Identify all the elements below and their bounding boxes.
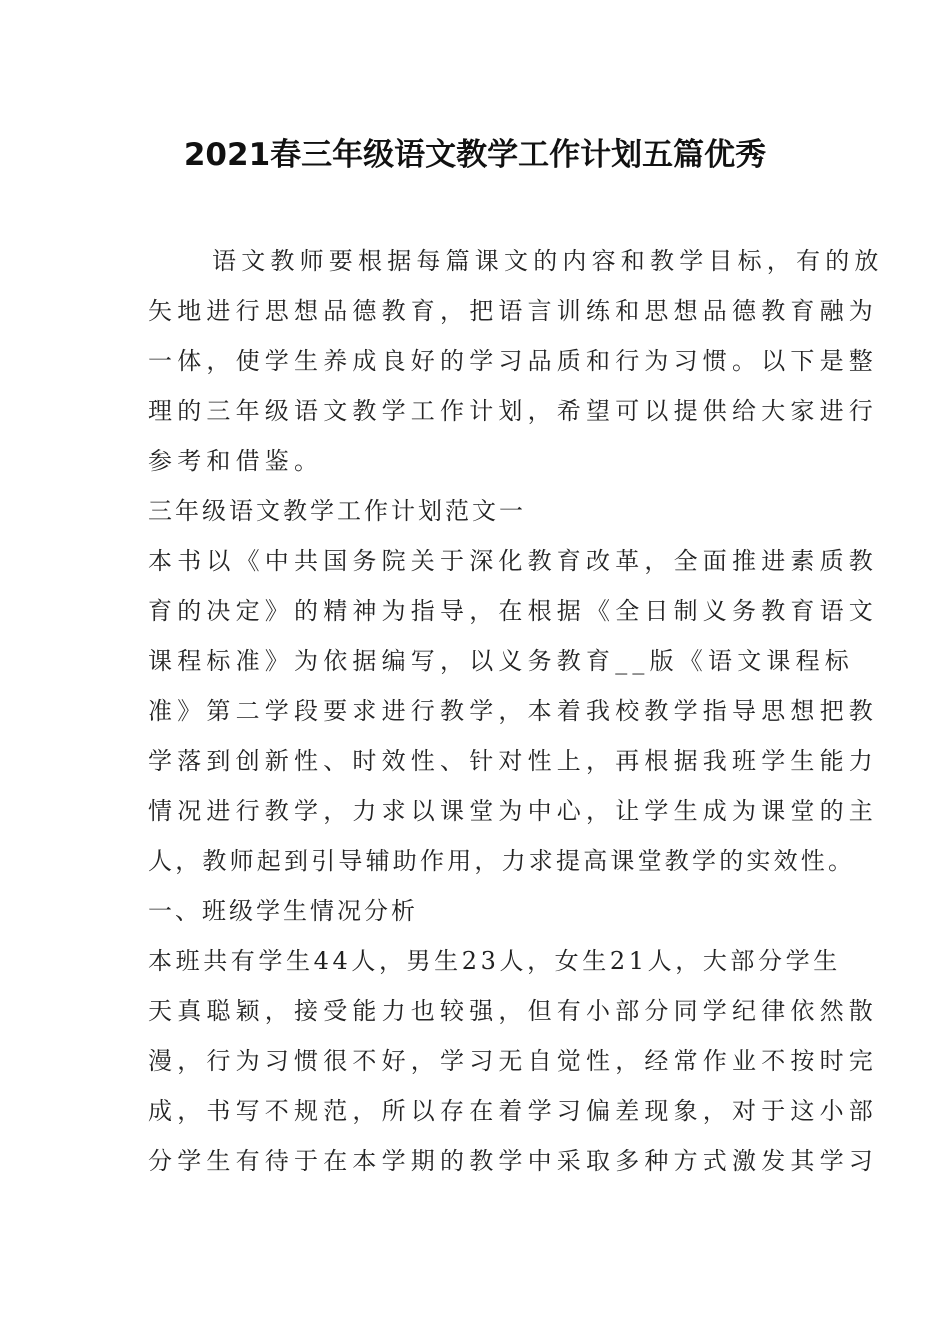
paragraph-line: 分学生有待于在本学期的教学中采取多种方式激发其学习 (148, 1147, 878, 1175)
paragraph-line: 育的决定》的精神为指导，在根据《全日制义务教育语文 (148, 597, 878, 625)
paragraph-line: 情况进行教学，力求以课堂为中心，让学生成为课堂的主 (148, 797, 878, 825)
paragraph-line: 理的三年级语文教学工作计划，希望可以提供给大家进行 (148, 397, 878, 425)
section-heading: 一、班级学生情况分析 (148, 897, 418, 925)
paragraph-line: 一体，使学生养成良好的学习品质和行为习惯。以下是整 (148, 347, 878, 375)
paragraph-line: 成，书写不规范，所以存在着学习偏差现象，对于这小部 (148, 1097, 878, 1125)
paragraph-line: 课程标准》为依据编写，以义务教育__版《语文课程标 (148, 647, 854, 675)
paragraph-line: 准》第二学段要求进行教学，本着我校教学指导思想把教 (148, 697, 878, 725)
paragraph-line: 语文教师要根据每篇课文的内容和教学目标，有的放 (212, 247, 884, 275)
paragraph-line: 漫，行为习惯很不好，学习无自觉性，经常作业不按时完 (148, 1047, 878, 1075)
document-body (148, 236, 884, 1186)
paragraph-line: 天真聪颖，接受能力也较强，但有小部分同学纪律依然散 (148, 997, 878, 1025)
paragraph-line: 学落到创新性、时效性、针对性上，再根据我班学生能力 (148, 747, 878, 775)
document-title: 2021春三年级语文教学工作计划五篇优秀 (183, 137, 767, 173)
paragraph-line: 矢地进行思想品德教育，把语言训练和思想品德教育融为 (148, 297, 878, 325)
paragraph-line: 本班共有学生44人，男生23人，女生21人，大部分学生 (148, 947, 841, 975)
paragraph-line: 本书以《中共国务院关于深化教育改革，全面推进素质教 (148, 547, 878, 575)
paragraph-line: 人，教师起到引导辅助作用，力求提高课堂教学的实效性。 (148, 847, 856, 875)
paragraph-line: 参考和借鉴。 (148, 447, 324, 475)
section-heading: 三年级语文教学工作计划范文一 (148, 497, 526, 525)
